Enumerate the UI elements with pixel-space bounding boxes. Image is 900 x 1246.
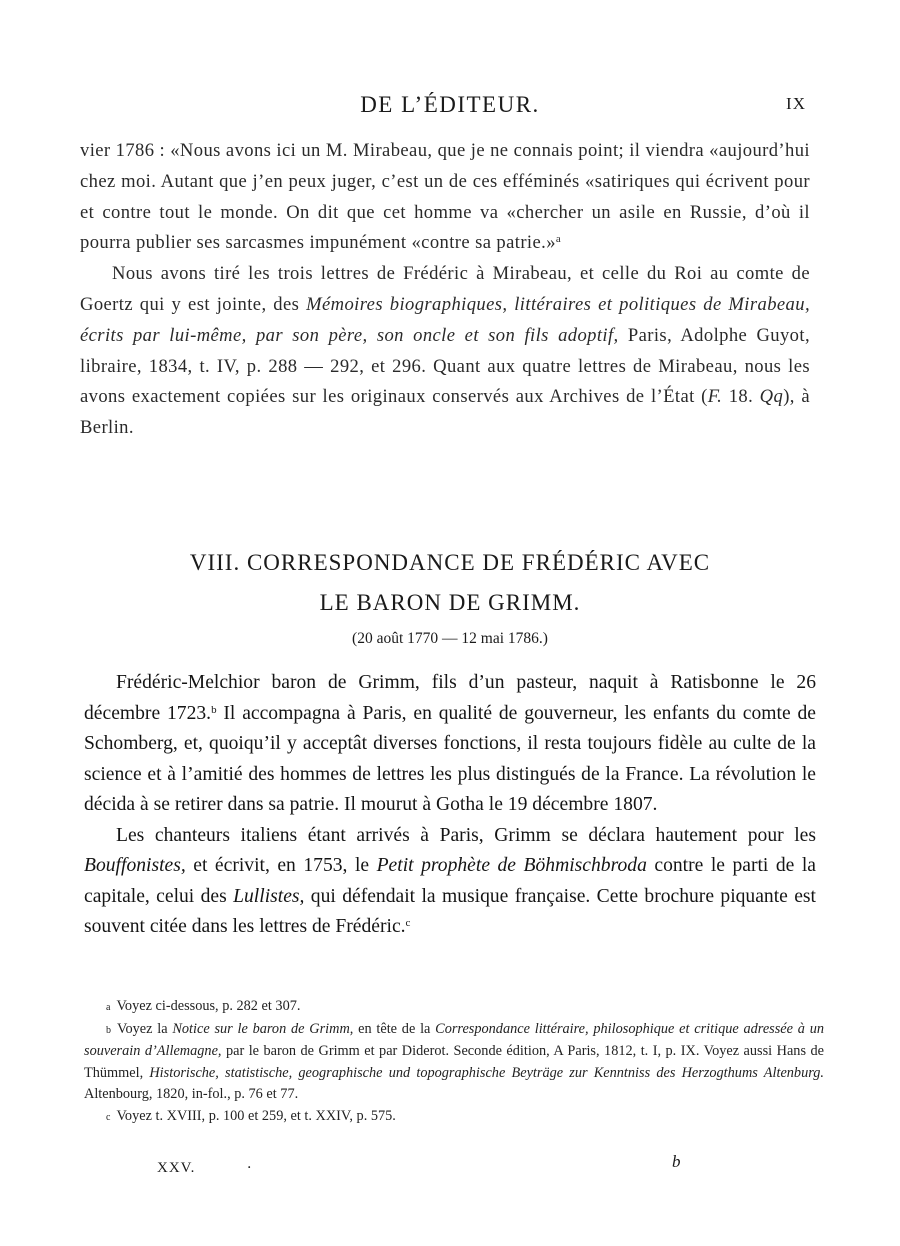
footnote-a: a Voyez ci-dessous, p. 282 et 307. xyxy=(106,998,301,1014)
page-number: IX xyxy=(786,94,806,113)
section-continuation xyxy=(80,136,810,444)
printer-signature: XXV. xyxy=(157,1160,196,1176)
running-head xyxy=(0,92,900,122)
bouffons-paragraph: Les chanteurs italiens étant arrivés à Paris, Grimm se déclara hautement pour les Bouffonistes, et écrivit, en 1753, le Petit prophète de Böhmischbroda contre le parti de la capitale, celui des Lullistes, qui défendait la musique française. Cette brochure piquante est souvent citée dans les lettres de Frédéric.$^c$ xyxy=(84,824,817,937)
quote-paragraph: vier 1786 : «Nous avons ici un M. Mirabeau, que je ne connais point; il viendra «aujourd’hui chez moi. Autant que j’en peux juger, c’est un de ces efféminés «satiriques qui écrivent pour et contre tout le monde. On dit que cet homme va «chercher un asile en Russie, d’où il pourra publier ses sarcasmes impunément «contre sa patrie.»$^a$ xyxy=(80,140,810,254)
footnotes xyxy=(84,996,824,1128)
section-body xyxy=(84,668,816,943)
footnote-b: b Voyez la Notice sur le baron de Grimm, en tête de la Correspondance littéraire, philosophique et critique adressée à un souverain d’Allemagne, par le baron de Grimm et par Diderot. Seconde édition, A Paris, 1812, t. I, p. IX. Voyez aussi Hans de Thümmel, Historische, statistische, geographische und topographische Beyträge zur Kenntniss des Herzogthums Altenburg. Altenbourg, 1820, in-fol., p. 76 et 77. xyxy=(84,1020,824,1102)
section-heading-line1: VIII. CORRESPONDANCE DE FRÉDÉRIC AVEC xyxy=(189,550,711,575)
footnote-ref-c: c xyxy=(405,917,411,929)
section-heading-line2: LE BARON DE GRIMM. xyxy=(319,590,581,615)
book-title: Mémoires biographiques, littéraires et politiques de Mirabeau, écrits par lui-même, par son père, son oncle et son fils adoptif, xyxy=(80,293,810,346)
signature-dot: · xyxy=(247,1160,252,1176)
sheet-mark: b xyxy=(672,1152,681,1171)
running-title: DE L’ÉDITEUR. xyxy=(360,92,540,117)
biography-paragraph: Frédéric-Melchior baron de Grimm, fils d’un pasteur, naquit à Ratisbonne le 26 décembre 1723.$^b$ Il accompagna à Paris, en qualité de gouverneur, les enfants du comte de Schomberg, et, quoiqu’il y acceptât diverses fonctions, il resta toujours fidèle au culte de la science et à l’amitié des hommes de lettres les plus distingués de la France. La révolution le décida à se retirer dans sa patrie. Il mourut à Gotha le 19 décembre 1807. xyxy=(84,672,817,815)
footnote-ref-b: b xyxy=(211,703,217,716)
footnote-ref-a: a xyxy=(555,233,562,246)
footnote-c: c Voyez t. XVIII, p. 100 et 259, et t. XXIV, p. 575. xyxy=(106,1107,396,1124)
sources-paragraph: Nous avons tiré les trois lettres de Frédéric à Mirabeau, et celle du Roi au comte de Goertz qui y est jointe, des Mémoires biographiques, littéraires et politiques de Mirabeau, écrits par lui-même, par son père, son oncle et son fils adoptif, Paris, Adolphe Guyot, libraire, 1834, t. IV, p. 288 — 292, et 296. Quant aux quatre lettres de Mirabeau, nous les avons exactement copiées sur les originaux conservés aux Archives de l’État (F. 18. Qq), à Berlin. xyxy=(80,263,810,439)
section-dates: (20 août 1770 — 12 mai 1786.) xyxy=(352,630,548,647)
